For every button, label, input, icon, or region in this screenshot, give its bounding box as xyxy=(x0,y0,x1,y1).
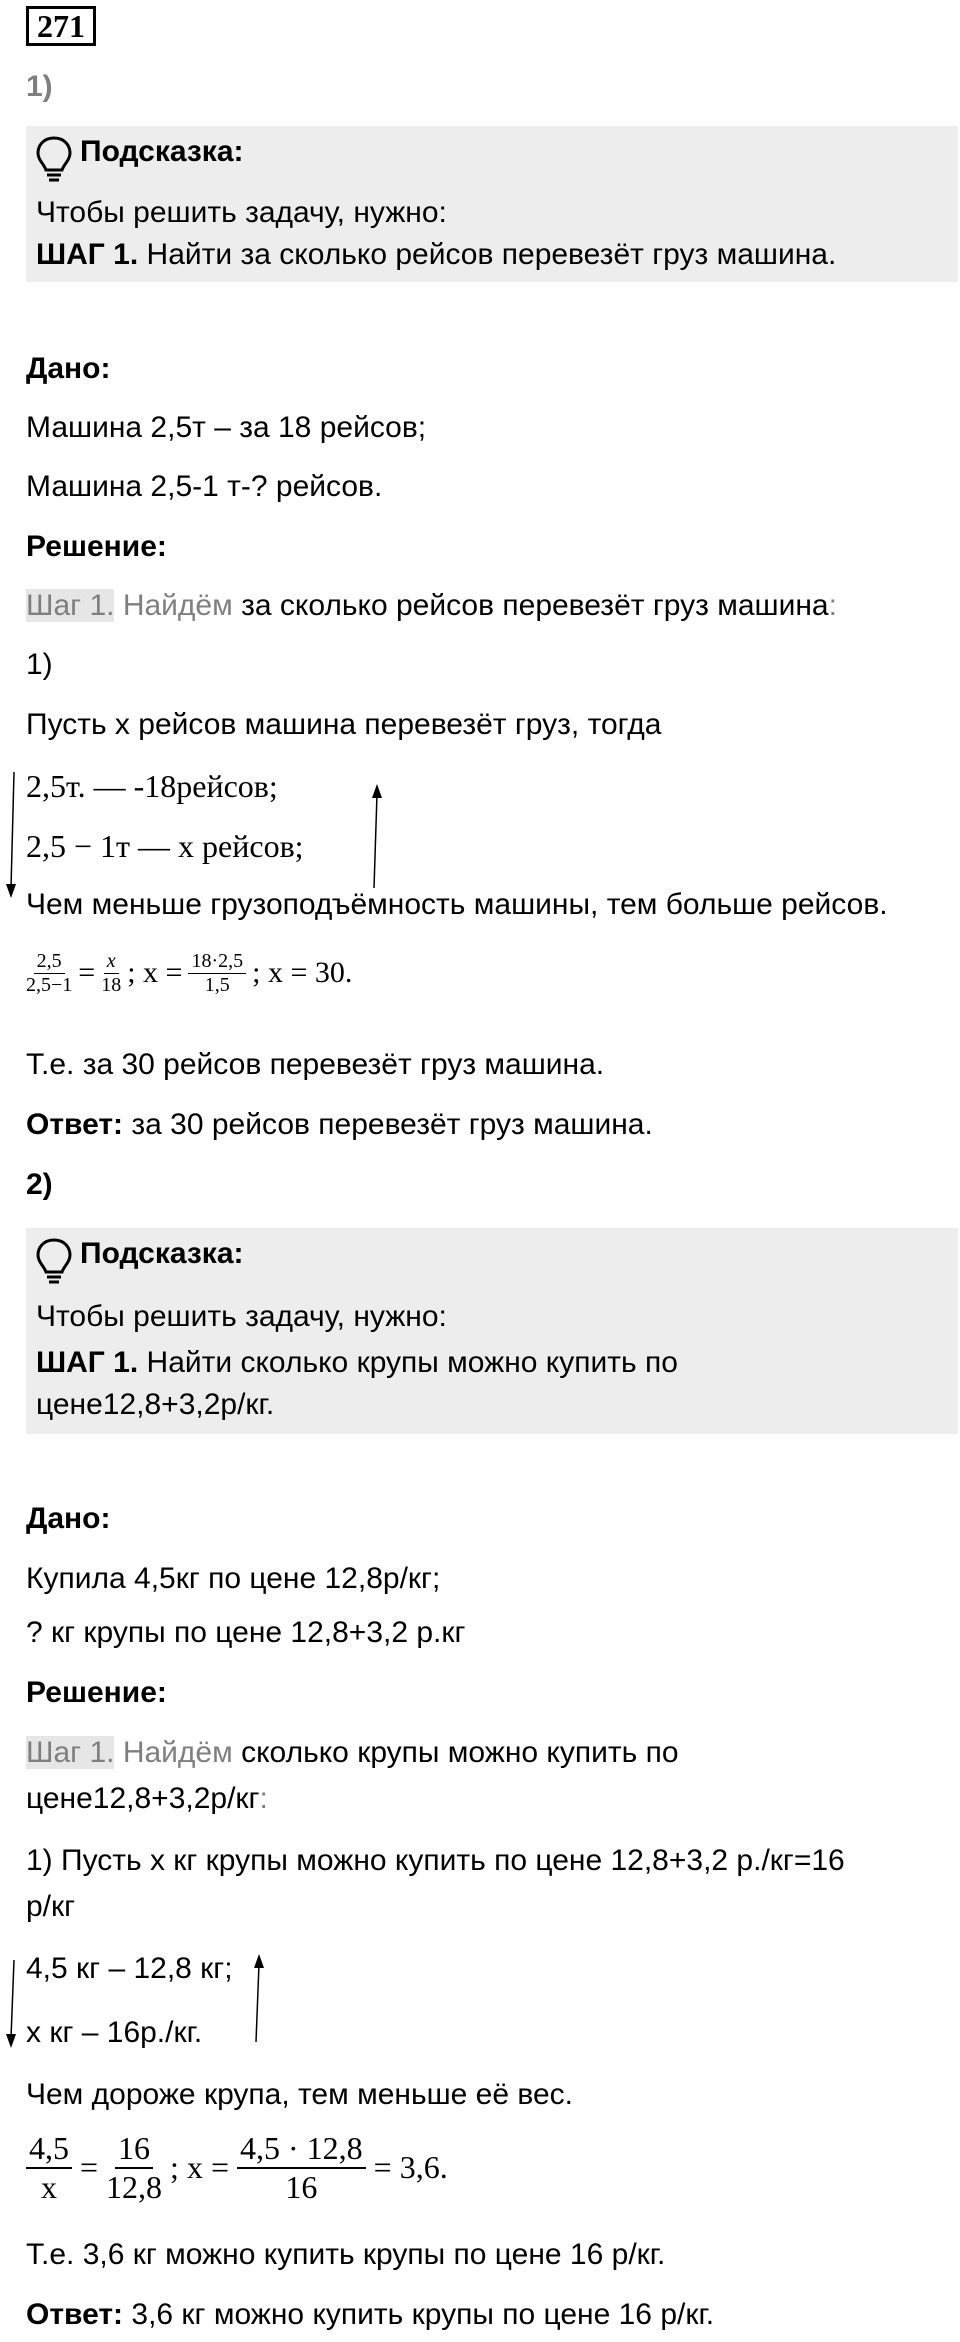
relation-text: Чем меньше грузоподъёмность машины, тем больше рейсов. xyxy=(26,888,888,921)
hint-step: ШАГ 1. Найти сколько крупы можно купить по xyxy=(36,1346,678,1379)
conclusion: Т.е. 3,6 кг можно купить крупы по цене 16 р/кг. xyxy=(26,2238,666,2271)
given-title: Дано: xyxy=(26,352,111,385)
answer: Ответ: за 30 рейсов перевезёт груз машина. xyxy=(26,1108,653,1141)
let-text-line-2: р/кг xyxy=(26,1890,76,1923)
part2-hint-box xyxy=(26,1228,958,1434)
up-arrow-icon xyxy=(252,1952,266,2044)
part1-label: 1) xyxy=(26,70,53,103)
lightbulb-icon xyxy=(34,134,74,182)
hint-intro: Чтобы решить задачу, нужно: xyxy=(36,1300,447,1333)
proportion-line-2: x кг – 16р./кг. xyxy=(26,2016,203,2049)
hint-step: ШАГ 1. Найти за сколько рейсов перевезёт груз машина. xyxy=(36,238,837,271)
let-text: Пусть x рейсов машина перевезёт груз, тогда xyxy=(26,708,662,741)
conclusion: Т.е. за 30 рейсов перевезёт груз машина. xyxy=(26,1048,605,1081)
hint-step-continued: цене12,8+3,2р/кг. xyxy=(36,1388,275,1421)
fraction: $\frac{4,5 \cdot 12,8}{16}$ xyxy=(237,2130,366,2206)
down-arrow-icon xyxy=(6,1958,18,2050)
hint-title: Подсказка: xyxy=(80,135,244,168)
relation-text: Чем дороже крупа, тем меньше её вес. xyxy=(26,2078,573,2111)
fraction: $\frac{2,5}{2,5-1}$ xyxy=(26,950,73,996)
fraction: $\frac{x}{18}$ xyxy=(101,950,122,996)
let-text-line-1: 1) Пусть x кг крупы можно купить по цене 12,8+3,2 р./кг=16 xyxy=(26,1844,845,1877)
hint-intro: Чтобы решить задачу, нужно: xyxy=(36,196,447,229)
fraction: $\frac{18\cdot 2,5}{1,5}$ xyxy=(188,950,246,997)
up-arrow-icon xyxy=(370,782,384,892)
lightbulb-icon xyxy=(34,1236,74,1284)
equation-1: $\frac{2,5}{2,5-1}$ = $\frac{x}{18}$ ; x = $\frac{18\cdot 2,5}{1,5}$ ; x = 30. xyxy=(26,950,353,996)
sub-step-label: 1) xyxy=(26,648,53,681)
proportion-line-1: 4,5 кг – 12,8 кг; xyxy=(26,1952,233,1985)
given-line-1: Купила 4,5кг по цене 12,8р/кг; xyxy=(26,1562,441,1595)
part2-label: 2) xyxy=(26,1168,53,1201)
equation-2: $\frac{4,5}{x}$ = $\frac{16}{12,8}$ ; x = $\frac{4,5 \cdot 12,8}{16}$ = 3,6. xyxy=(26,2130,448,2206)
hint-title: Подсказка: xyxy=(80,1237,244,1270)
answer: Ответ: 3,6 кг можно купить крупы по цене 16 р/кг. xyxy=(26,2298,715,2331)
solution-step: Шаг 1. Найдём за сколько рейсов перевезёт груз машина: xyxy=(26,589,837,622)
proportion-line-1: 2,5т. — -18рейсов; xyxy=(26,768,278,804)
problem-number: 271 xyxy=(26,6,96,46)
down-arrow-icon xyxy=(6,770,18,900)
proportion-line-2: 2,5 − 1т — x рейсов; xyxy=(26,828,304,864)
solution-title: Решение: xyxy=(26,530,167,563)
part1-hint-box xyxy=(26,126,958,282)
given-line-2: Машина 2,5-1 т-? рейсов. xyxy=(26,470,383,503)
solution-step: Шаг 1. Найдём сколько крупы можно купить по xyxy=(26,1736,679,1769)
solution-title: Решение: xyxy=(26,1676,167,1709)
fraction: $\frac{4,5}{x}$ xyxy=(26,2130,72,2206)
fraction: $\frac{16}{12,8}$ xyxy=(106,2130,163,2205)
given-line-2: ? кг крупы по цене 12,8+3,2 р.кг xyxy=(26,1616,466,1649)
given-line-1: Машина 2,5т – за 18 рейсов; xyxy=(26,411,427,444)
solution-step-continued: цене12,8+3,2р/кг: xyxy=(26,1782,268,1815)
given-title: Дано: xyxy=(26,1502,111,1535)
